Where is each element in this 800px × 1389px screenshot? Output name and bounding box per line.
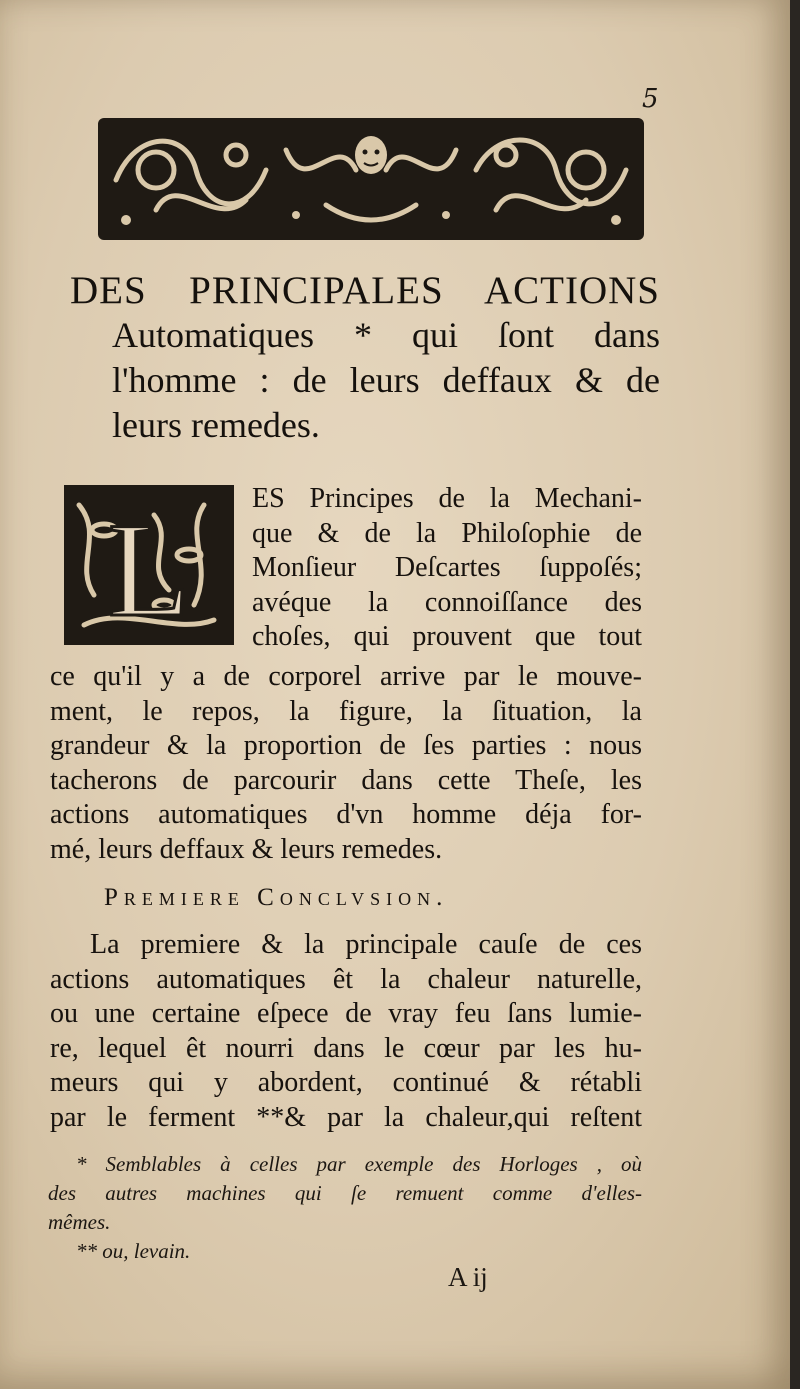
text-line: que & de la Philoſophie de (252, 517, 642, 549)
footnote-line: mêmes. (48, 1210, 111, 1234)
text-line: actions automatiques êt la chaleur naturelle, (50, 963, 642, 995)
signature-mark: A ij (448, 1262, 488, 1292)
footnote-line: * Semblables à celles par exemple des Horloges , où (76, 1152, 642, 1176)
dropcap-letter: L (107, 496, 191, 645)
text-line: ment, le repos, la figure, la ſituation, la (50, 695, 642, 727)
decorated-initial (64, 485, 234, 645)
title-line-3: l'homme : de leurs deffaux & de (112, 360, 660, 400)
text-line: avéque la connoiſſance des (252, 586, 642, 618)
text-line: choſes, qui prouvent que tout (252, 621, 642, 652)
conclusion-heading: Premiere Conclvsion. (104, 884, 449, 911)
footnotes (48, 1150, 642, 1266)
page-number: 5 (642, 84, 659, 114)
text-line: meurs qui y abordent, continué & rétabli (50, 1067, 642, 1098)
chapter-title (70, 268, 660, 448)
text-line: tacherons de parcourir dans cette Theſe, les (50, 764, 642, 796)
footnote-line: des autres machines qui ſe remuent comme d'elles- (48, 1181, 642, 1205)
footnote-line: ** ou, levain. (76, 1239, 191, 1263)
text-line: actions automatiques d'vn homme déja for- (50, 799, 642, 830)
title-line-1: DES PRINCIPALES ACTIONS (70, 269, 660, 312)
text-line: ou une certaine eſpece de vray feu ſans lumie- (50, 998, 642, 1029)
text-line: mé, leurs deffaux & leurs remedes. (50, 833, 443, 865)
text-line: grandeur & la proportion de ſes parties : nous (50, 730, 642, 761)
paragraph-1-full (50, 660, 642, 867)
text-line: Monſieur Deſcartes ſuppoſés; (252, 552, 642, 583)
text-line: ES Principes de la Mechani- (252, 483, 642, 514)
text-line: La premiere & la principale cauſe de ces (90, 929, 642, 960)
paragraph-1-indented (252, 482, 642, 655)
title-line-4: leurs remedes. (112, 405, 320, 445)
text-line: ce qu'il y a de corporel arrive par le mouve- (50, 661, 642, 692)
ornamental-headpiece (96, 110, 646, 245)
paragraph-2 (50, 928, 642, 1135)
title-line-2: Automatiques * qui ſont dans (112, 315, 660, 355)
text-line: re, lequel êt nourri dans le cœur par les hu- (50, 1032, 642, 1064)
text-line: par le ferment **& par la chaleur,qui reſtent (50, 1101, 642, 1133)
